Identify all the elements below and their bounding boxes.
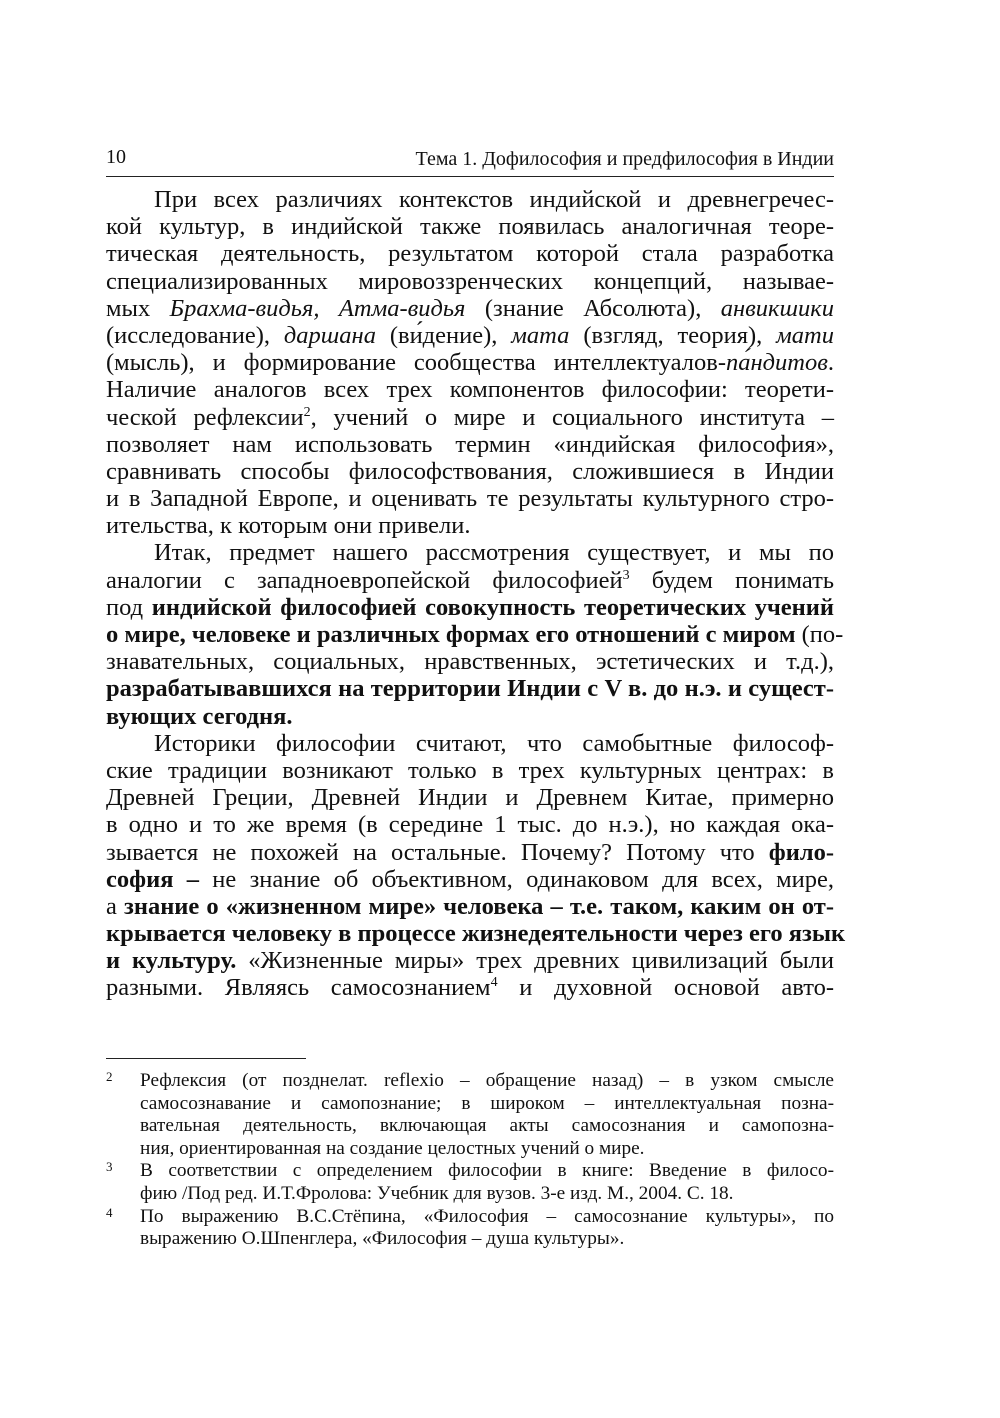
footnote-line: фию /Под ред. И.Т.Фролова: Учебник для вузов. 3-е изд. М., 2004. С. 18. — [140, 1182, 734, 1204]
text-line — [106, 567, 834, 594]
text-line — [106, 349, 834, 376]
page-header — [106, 140, 834, 180]
text-line: кой культур, в индийской также появилась аналогичная теоре- — [106, 213, 834, 241]
footnotes — [106, 1070, 834, 1251]
italic-term: мата — [511, 321, 570, 349]
main-text — [106, 186, 846, 1002]
text-line: Древней Греции, Древней Индии и Древнем Китае, примерно — [106, 784, 834, 812]
text-line — [106, 675, 834, 702]
text-line — [106, 404, 834, 431]
text-run: (мысль), и формирование сообщества интеллектуалов- — [106, 349, 726, 377]
text-run: и духовной основой авто- — [497, 974, 834, 1002]
footnote-line — [106, 1070, 834, 1093]
text-line: При всех различиях контекстов индийской и древнегречес- — [154, 186, 834, 213]
italic-term: мати — [776, 321, 834, 349]
text-run: (исследование), — [106, 321, 284, 349]
bold-term: разрабатывавшихся на территории Индии с V в. до н.э. и сущест- — [106, 675, 834, 703]
footnote-text: В соответствии с определением философии в книге: Введение в филосо- — [140, 1160, 834, 1182]
bold-term: фило- — [768, 838, 834, 866]
bold-term: и культуру. — [106, 947, 237, 975]
text-line — [106, 703, 834, 730]
footnote-line: ния, ориентированная на создание целостных учений о мире. — [140, 1137, 645, 1159]
paragraph-1 — [106, 186, 834, 539]
italic-term: анвикшики — [720, 294, 834, 322]
footnote-divider — [106, 1058, 306, 1059]
bold-term: крывается человеку в процессе жизнедеятельности через его язык — [106, 920, 846, 948]
text-line: и в Западной Европе, и оценивать те результаты культурного стро- — [106, 485, 834, 513]
footnote-line: выражению О.Шпенглера, «Философия – душа культуры». — [140, 1228, 625, 1250]
text-line — [106, 893, 834, 920]
footnote-text: Рефлексия (от позднелат. reflexio – обращение назад) – в узком смысле — [140, 1070, 834, 1091]
text-run: будем понимать — [629, 566, 835, 594]
text-run: мых — [106, 294, 170, 322]
text-run: (знание Абсолюта), — [465, 294, 721, 322]
footnote-3 — [106, 1160, 834, 1205]
footnote-2 — [106, 1070, 834, 1160]
text-line: ские традиции возникают только в трех культурных центрах: в — [106, 756, 834, 784]
text-run: зывается не похожей на остальные. Почему? Потому что — [106, 838, 769, 866]
bold-term: о мире, человеке и различных формах его отношений с миром — [106, 621, 796, 648]
text-line: тическая деятельность, результатом которой стала разработка — [106, 240, 834, 268]
bold-term: софия – — [106, 865, 199, 893]
text-run: «Жизненные миры» трех древних цивилизаций были — [236, 947, 834, 975]
text-run: разными. Являясь самосознанием — [106, 974, 491, 1002]
bold-term: индийской философией совокупность теоретических учений — [151, 593, 835, 621]
footnote-line — [106, 1206, 834, 1229]
text-line — [106, 621, 844, 648]
text-line — [106, 947, 834, 974]
text-run: . — [827, 349, 834, 377]
text-run: ческой рефлексии — [106, 403, 304, 431]
paragraph-3 — [106, 729, 846, 1002]
text-line — [106, 839, 834, 866]
italic-term: па́ндитов — [725, 349, 828, 377]
footnote-text: По выражению В.С.Стёпина, «Философия – самосознание культуры», по — [140, 1205, 834, 1227]
text-line — [106, 974, 834, 1001]
text-line: позволяет нам использовать термин «индийская философия», — [106, 430, 834, 458]
bold-term: вующих сегодня. — [106, 702, 293, 730]
footnote-4 — [106, 1206, 834, 1251]
text-line — [106, 594, 834, 621]
text-line: Наличие аналогов всех трех компонентов философии: теорети- — [106, 376, 834, 404]
text-run: (взгляд, теория), — [569, 321, 777, 349]
running-title: Тема 1. Дофилософия и предфилософия в Индии — [415, 148, 834, 170]
text-line — [106, 866, 834, 893]
text-run: , учений о мире и социального института – — [310, 403, 834, 431]
text-run: (ви́дение), — [375, 321, 512, 349]
text-line: ительства, к которым они привели. — [106, 512, 471, 540]
text-run: (по- — [795, 621, 844, 648]
footnote-mark: 3 — [106, 1159, 113, 1175]
footnote-ref: 4 — [490, 975, 498, 991]
text-line — [106, 920, 846, 948]
bold-term: знание о «жизненном мире» человека – т.е. таком, каким он от- — [123, 892, 834, 920]
paragraph-2 — [106, 539, 844, 730]
text-line: Итак, предмет нашего рассмотрения существует, и мы по — [154, 539, 834, 567]
text-run: не знание об объективном, одинаковом для всех, мире, — [199, 865, 834, 893]
header-divider — [106, 176, 834, 177]
footnote-line: вательная деятельность, включающая акты самосознания и самопозна- — [140, 1115, 834, 1137]
footnote-ref: 3 — [622, 567, 630, 583]
footnote-line — [106, 1160, 834, 1183]
text-line: сравнивать способы философствования, сложившиеся в Индии — [106, 457, 834, 485]
text-line: специализированных мировоззренческих концепций, называе- — [106, 267, 834, 295]
text-run: под — [106, 593, 152, 621]
text-line — [106, 322, 834, 349]
footnote-line: самосознавание и самопознание; в широком – интеллектуальная позна- — [140, 1092, 834, 1114]
text-run: аналогии с западноевропейской философией — [106, 566, 623, 594]
footnote-mark: 2 — [106, 1069, 113, 1084]
page-number: 10 — [106, 146, 126, 168]
text-run: а — [106, 892, 124, 920]
text-line: знавательных, социальных, нравственных, эстетических и т.д.), — [106, 648, 834, 676]
text-line: Историки философии считают, что самобытные философ- — [154, 729, 834, 757]
footnote-mark: 4 — [106, 1204, 113, 1220]
footnote-ref: 2 — [303, 404, 311, 420]
text-line: в одно и то же время (в середине 1 тыс. до н.э.), но каждая ока- — [106, 811, 834, 839]
italic-term: даршана — [283, 321, 376, 349]
text-line — [106, 295, 834, 322]
italic-term: Брахма-видья, Атма-видья — [169, 294, 466, 322]
